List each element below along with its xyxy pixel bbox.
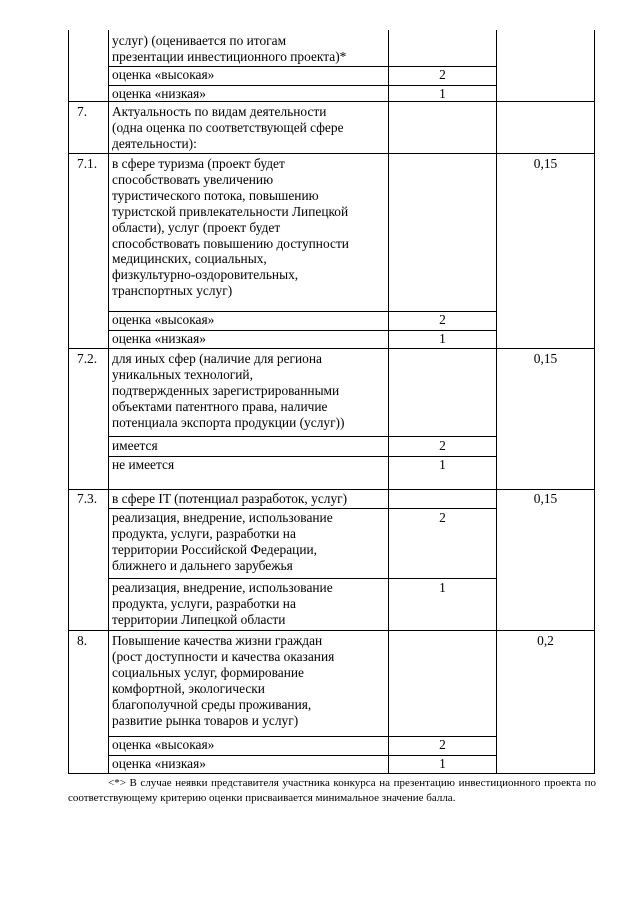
criterion-text: оценка «высокая» xyxy=(112,737,215,752)
row-number: 8. xyxy=(77,633,88,648)
column-divider xyxy=(108,30,109,773)
weight-value: 0,15 xyxy=(533,491,558,506)
weight-value: 0,15 xyxy=(533,351,558,366)
criterion-text: оценка «высокая» xyxy=(112,67,215,82)
criterion-text: оценка «низкая» xyxy=(112,331,206,346)
weight-value: 0,2 xyxy=(537,633,554,648)
column-divider xyxy=(496,30,497,773)
score-value: 2 xyxy=(439,438,446,453)
score-value: 1 xyxy=(439,756,446,771)
score-value: 2 xyxy=(439,67,446,82)
row-divider xyxy=(108,578,497,579)
score-value: 1 xyxy=(439,86,446,101)
criterion-text: оценка «низкая» xyxy=(112,86,206,101)
row-divider xyxy=(68,489,595,490)
score-value: 1 xyxy=(439,457,446,472)
table-border-left xyxy=(68,30,69,773)
row-divider xyxy=(68,153,595,154)
table-border-bottom xyxy=(68,773,595,774)
row-divider xyxy=(68,348,595,349)
criterion-text: Повышение качества жизни граждан (рост доступности и качества оказания социальных услуг, формирование комфортной, экологически благополучной среды проживания, развитие рынка товаров и услуг) xyxy=(112,633,335,728)
row-divider xyxy=(108,436,497,437)
row-divider xyxy=(68,630,595,631)
score-value: 2 xyxy=(439,312,446,327)
row-number: 7. xyxy=(77,104,88,119)
footnote-text: <*> В случае неявки представителя участника конкурса на презентацию инвестиционного проекта по соответствующему критерию оценки присваивается минимальное значение балла. xyxy=(68,777,596,804)
criterion-text: не имеется xyxy=(112,457,175,472)
score-value: 2 xyxy=(439,510,446,525)
row-number: 7.3. xyxy=(77,491,98,506)
score-value: 1 xyxy=(439,580,446,595)
criterion-text: оценка «низкая» xyxy=(112,756,206,771)
criterion-text: реализация, внедрение, использование продукта, услуги, разработки на территории Российской Федерации, ближнего и дальнего зарубежья xyxy=(112,510,333,573)
score-value: 2 xyxy=(439,737,446,752)
criterion-text: услуг) (оценивается по итогам презентации инвестиционного проекта)* xyxy=(112,33,347,64)
criterion-text: в сфере IT (потенциал разработок, услуг) xyxy=(112,491,348,506)
score-value: 1 xyxy=(439,331,446,346)
footnote xyxy=(68,776,596,805)
criterion-text: имеется xyxy=(112,438,158,453)
criterion-text: в сфере туризма (проект будет способствовать увеличению туристического потока, повышению туристской привлекательности Липецкой области), услуг (проект будет способствовать повышению доступности медицинских, социальных, физкультурно-оздоровительных, транспортных услуг) xyxy=(112,156,349,299)
row-divider xyxy=(108,508,497,509)
row-number: 7.2. xyxy=(77,351,98,366)
table-border-right xyxy=(594,30,595,773)
criterion-text: Актуальность по видам деятельности (одна оценка по соответствующей сфере деятельности): xyxy=(112,104,344,151)
criterion-text: реализация, внедрение, использование продукта, услуги, разработки на территории Липецкой области xyxy=(112,580,333,627)
criterion-text: оценка «высокая» xyxy=(112,312,215,327)
row-number: 7.1. xyxy=(77,156,98,171)
column-divider xyxy=(388,30,389,773)
criterion-text: для иных сфер (наличие для региона уникальных технологий, подтвержденных зарегистрированными объектами патентного права, наличие потенциала экспорта продукции (услуг)) xyxy=(112,351,345,430)
weight-value: 0,15 xyxy=(533,156,558,171)
